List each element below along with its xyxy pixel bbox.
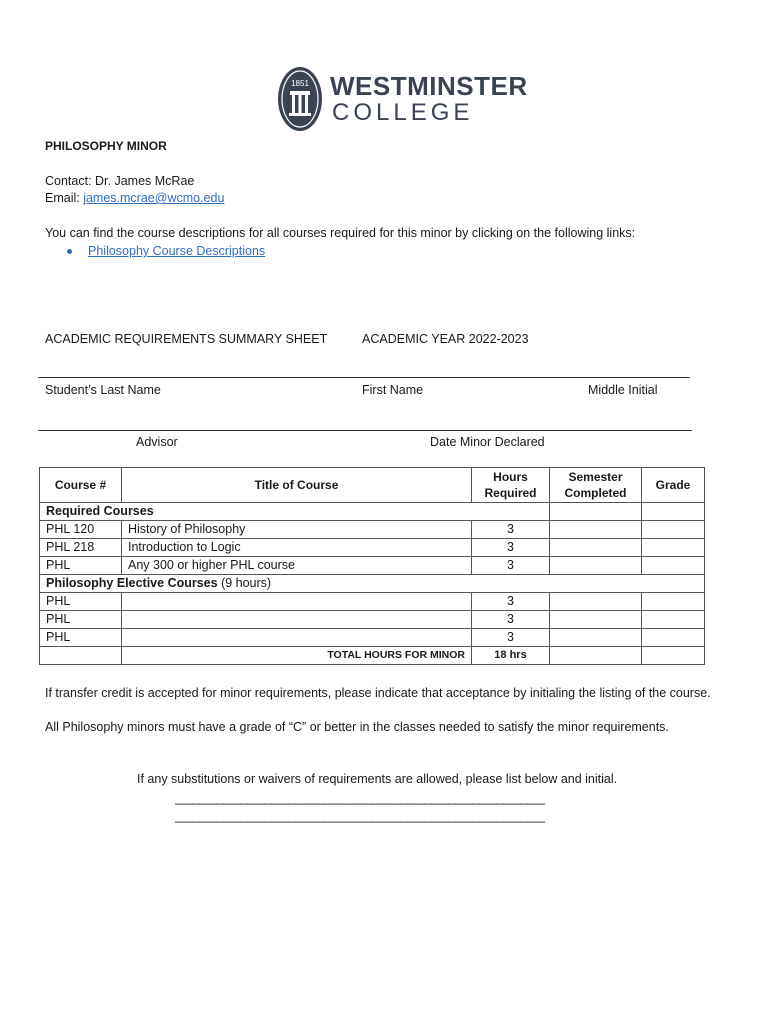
elective-section-row [40,575,705,593]
philosophy-course-descriptions-link[interactable]: Philosophy Course Descriptions [88,244,266,258]
hours-cell: 3 [472,611,550,629]
westminster-college-logo [277,66,528,134]
title-cell: Introduction to Logic [122,539,472,557]
total-label: TOTAL HOURS FOR MINOR [122,647,472,665]
logo-wordmark-bottom: COLLEGE [332,99,474,126]
logo-wordmark-top: WESTMINSTER [330,71,528,101]
grade-cell[interactable] [642,539,705,557]
college-seal-icon [277,66,323,132]
contact-email-row [45,191,224,205]
course-cell: PHL [40,629,122,647]
required-section-row [40,503,705,521]
grade-cell[interactable] [642,557,705,575]
semester-cell[interactable] [550,629,642,647]
course-cell: PHL [40,557,122,575]
email-label: Email: [45,191,84,205]
substitution-blank-line[interactable]: ______________________________________________________________ [175,809,545,823]
advisor-label: Advisor [136,435,178,449]
grade-cell [642,647,705,665]
grade-cell[interactable] [642,611,705,629]
name-signature-line[interactable] [38,377,690,378]
hours-cell: 3 [472,557,550,575]
hours-header: Hours Required [472,468,550,503]
title-header: Title of Course [122,468,472,503]
table-row [40,521,705,539]
course-cell: PHL [40,611,122,629]
hours-cell: 3 [472,539,550,557]
advisor-signature-line[interactable] [38,430,692,431]
grade-cell[interactable] [642,521,705,539]
table-header-row [40,468,705,503]
course-cell: PHL 120 [40,521,122,539]
table-row [40,539,705,557]
semester-cell[interactable] [550,611,642,629]
bullet-icon [67,249,72,254]
semester-cell[interactable] [550,557,642,575]
hours-cell: 3 [472,629,550,647]
table-row [40,629,705,647]
middle-initial-label: Middle Initial [588,383,658,397]
grade-cell[interactable] [642,593,705,611]
substitutions-note: If any substitutions or waivers of requirements are allowed, please list below and initial. [137,772,618,786]
transfer-credit-note: If transfer credit is accepted for minor requirements, please indicate that acceptance by initialing the listing of the course. [45,686,711,700]
hours-cell: 3 [472,593,550,611]
table-row [40,611,705,629]
title-cell: Any 300 or higher PHL course [122,557,472,575]
title-cell[interactable] [122,611,472,629]
total-value: 18 hrs [472,647,550,665]
last-name-label: Student’s Last Name [45,383,161,397]
substitution-blank-line[interactable]: ______________________________________________________________ [175,791,545,805]
title-cell[interactable] [122,629,472,647]
grade-header: Grade [642,468,705,503]
semester-cell[interactable] [550,521,642,539]
summary-sheet-title: ACADEMIC REQUIREMENTS SUMMARY SHEET [45,332,328,346]
course-header: Course # [40,468,122,503]
contact-name: Contact: Dr. James McRae [45,174,195,188]
semester-header: Semester Completed [550,468,642,503]
semester-cell [550,647,642,665]
course-cell: PHL [40,593,122,611]
title-cell[interactable] [122,593,472,611]
hours-cell: 3 [472,521,550,539]
course-cell: PHL 218 [40,539,122,557]
table-row [40,593,705,611]
semester-cell[interactable] [550,593,642,611]
required-section-label: Required Courses [40,503,472,521]
elective-section-label: Philosophy Elective Courses (9 hours) [40,575,705,593]
total-row [40,647,705,665]
page-title: PHILOSOPHY MINOR [45,139,167,153]
email-link[interactable]: james.mcrae@wcmo.edu [83,191,225,205]
table-row [40,557,705,575]
grade-cell[interactable] [642,629,705,647]
intro-text: You can find the course descriptions for all courses required for this minor by clicking on the following links: [45,226,636,240]
link-list-item [67,244,265,258]
academic-year: ACADEMIC YEAR 2022-2023 [362,332,529,346]
first-name-label: First Name [362,383,424,397]
requirements-table [39,467,705,665]
grade-requirement-note: All Philosophy minors must have a grade of “C” or better in the classes needed to satisfy the minor requirements. [45,720,669,734]
date-declared-label: Date Minor Declared [430,435,545,449]
title-cell: History of Philosophy [122,521,472,539]
seal-year: 1851 [291,79,309,88]
semester-cell[interactable] [550,539,642,557]
